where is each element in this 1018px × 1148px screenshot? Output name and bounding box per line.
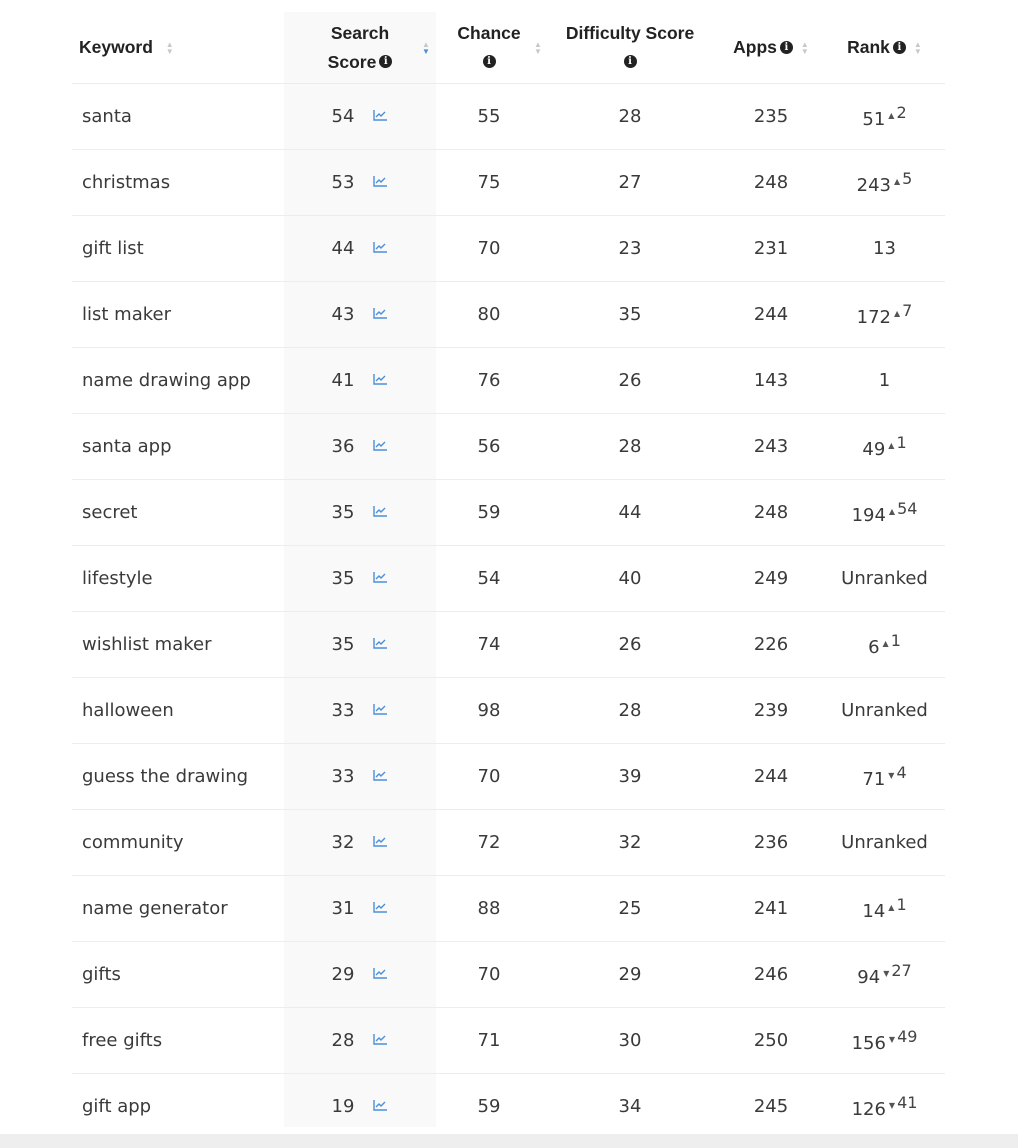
search-score-cell: 19 [284, 1096, 436, 1117]
rank-cell [824, 832, 945, 853]
rank-cell [824, 895, 945, 922]
trend-chart-icon[interactable] [372, 1033, 388, 1045]
chance-cell: 72 [477, 832, 501, 853]
keyword-cell: free gifts [82, 1030, 163, 1051]
search-score-cell: 53 [284, 172, 436, 193]
rank-value: 51 [862, 109, 886, 130]
info-icon[interactable]: i [624, 55, 637, 68]
info-icon[interactable]: i [780, 41, 793, 54]
trend-chart-icon[interactable] [372, 571, 388, 583]
rank-value: 172 [856, 307, 891, 328]
header-chance[interactable]: Chance i ▲ ▼ [457, 22, 542, 68]
difficulty-cell: 30 [618, 1030, 642, 1051]
search-score-cell: 33 [284, 700, 436, 721]
search-score-cell: 44 [284, 238, 436, 259]
chance-cell: 70 [477, 238, 501, 259]
apps-cell: 143 [753, 370, 789, 391]
caret-down-icon: ▼ [888, 1035, 896, 1044]
caret-up-icon: ▲ [888, 507, 896, 516]
sort-icon[interactable]: ▲ ▼ [800, 40, 809, 57]
rank-cell [824, 499, 945, 526]
chance-cell: 76 [477, 370, 501, 391]
difficulty-cell: 28 [618, 700, 642, 721]
table-row[interactable] [72, 546, 945, 612]
keyword-cell: santa app [82, 436, 172, 457]
keyword-cell: list maker [82, 304, 171, 325]
keyword-cell: guess the drawing [82, 766, 249, 787]
rank-change: 2 [896, 103, 907, 122]
rank-change: 54 [897, 499, 918, 518]
trend-chart-icon[interactable] [372, 109, 388, 121]
difficulty-cell: 35 [618, 304, 642, 325]
apps-cell: 249 [753, 568, 789, 589]
rank-change: 27 [891, 961, 912, 980]
rank-cell [824, 700, 945, 721]
caret-up-icon: ▲ [894, 177, 901, 186]
difficulty-cell: 26 [618, 370, 642, 391]
trend-chart-icon[interactable] [372, 769, 388, 781]
chance-cell: 71 [477, 1030, 501, 1051]
table-row[interactable] [72, 480, 945, 546]
rank-value: Unranked [841, 568, 928, 589]
search-score-cell: 36 [284, 436, 436, 457]
rank-value: 156 [851, 1033, 886, 1054]
difficulty-cell: 28 [618, 106, 642, 127]
rank-cell [824, 1093, 945, 1120]
apps-cell: 244 [753, 304, 789, 325]
table-row[interactable] [72, 612, 945, 678]
rank-change: 7 [902, 301, 913, 320]
rank-cell [824, 103, 945, 130]
sort-icon[interactable]: ▲ ▼ [534, 39, 542, 56]
keyword-table [72, 12, 945, 1140]
difficulty-cell: 32 [618, 832, 642, 853]
info-icon[interactable]: i [379, 55, 392, 68]
chance-cell: 59 [477, 1096, 501, 1117]
rank-cell [824, 301, 945, 328]
chance-cell: 75 [477, 172, 501, 193]
apps-cell: 239 [753, 700, 789, 721]
rank-cell [824, 238, 945, 259]
rank-cell [824, 370, 945, 391]
trend-chart-icon[interactable] [372, 1099, 388, 1111]
rank-cell [824, 433, 945, 460]
table-row[interactable] [72, 876, 945, 942]
chance-cell: 70 [477, 766, 501, 787]
difficulty-cell: 44 [618, 502, 642, 523]
rank-value: 71 [862, 769, 886, 790]
apps-cell: 248 [753, 502, 789, 523]
difficulty-cell: 39 [618, 766, 642, 787]
rank-value: 243 [856, 175, 891, 196]
sort-icon[interactable]: ▲ ▼ [913, 40, 922, 57]
table-row[interactable] [72, 150, 945, 216]
trend-chart-icon[interactable] [372, 439, 388, 451]
rank-cell [824, 169, 945, 196]
keyword-cell: community [82, 832, 184, 853]
difficulty-cell: 25 [618, 898, 642, 919]
rank-value: 94 [857, 967, 881, 988]
sort-icon[interactable]: ▲ ▼ [165, 40, 174, 57]
rank-cell [824, 568, 945, 589]
search-score-cell: 43 [284, 304, 436, 325]
difficulty-cell: 26 [618, 634, 642, 655]
chance-cell: 74 [477, 634, 501, 655]
keyword-cell: santa [82, 106, 132, 127]
rank-value: Unranked [841, 700, 928, 721]
trend-chart-icon[interactable] [372, 505, 388, 517]
trend-chart-icon[interactable] [372, 967, 388, 979]
rank-value: 1 [878, 370, 891, 391]
trend-chart-icon[interactable] [372, 373, 388, 385]
apps-cell: 243 [753, 436, 789, 457]
caret-up-icon: ▲ [882, 639, 889, 648]
header-search-score[interactable]: Search Score i ▲ ▼ [327, 22, 430, 72]
trend-chart-icon[interactable] [372, 307, 388, 319]
search-score-cell: 54 [284, 106, 436, 127]
caret-up-icon: ▲ [894, 309, 901, 318]
keyword-cell: gift app [82, 1096, 152, 1117]
apps-cell: 231 [753, 238, 789, 259]
rank-change: 49 [897, 1027, 918, 1046]
keyword-cell: christmas [82, 172, 171, 193]
trend-chart-icon[interactable] [372, 835, 388, 847]
trend-chart-icon[interactable] [372, 175, 388, 187]
difficulty-cell: 28 [618, 436, 642, 457]
trend-chart-icon[interactable] [372, 703, 388, 715]
chance-cell: 80 [477, 304, 501, 325]
table-row[interactable] [72, 84, 945, 150]
keyword-cell: wishlist maker [82, 634, 212, 655]
keyword-cell: gifts [82, 964, 121, 985]
table-body [72, 84, 945, 1140]
header-difficulty-score[interactable]: Difficulty Score i [565, 22, 695, 68]
rank-cell [824, 961, 945, 988]
difficulty-cell: 23 [618, 238, 642, 259]
info-icon[interactable]: i [893, 41, 906, 54]
keyword-cell: halloween [82, 700, 174, 721]
caret-up-icon: ▲ [888, 111, 895, 120]
keyword-cell: name drawing app [82, 370, 251, 391]
search-score-cell: 32 [284, 832, 436, 853]
apps-cell: 241 [753, 898, 789, 919]
difficulty-cell: 40 [618, 568, 642, 589]
chance-cell: 70 [477, 964, 501, 985]
table-row[interactable] [72, 810, 945, 876]
header-apps[interactable]: Apps i ▲ ▼ [733, 37, 809, 57]
table-row[interactable] [72, 942, 945, 1008]
sort-icon-active[interactable]: ▲ ▼ [422, 39, 430, 56]
rank-cell [824, 763, 945, 790]
rank-value: 126 [851, 1099, 886, 1120]
rank-change: 1 [890, 631, 901, 650]
keyword-cell: secret [82, 502, 138, 523]
caret-up-icon: ▲ [888, 903, 895, 912]
rank-value: Unranked [841, 832, 928, 853]
rank-cell [824, 631, 945, 658]
chance-cell: 59 [477, 502, 501, 523]
search-score-cell: 31 [284, 898, 436, 919]
rank-change: 41 [897, 1093, 918, 1112]
caret-down-icon: ▼ [883, 969, 890, 978]
chance-cell: 54 [477, 568, 501, 589]
rank-value: 6 [868, 637, 880, 658]
apps-cell: 246 [753, 964, 789, 985]
chance-cell: 56 [477, 436, 501, 457]
search-score-cell: 35 [284, 502, 436, 523]
search-score-cell: 28 [284, 1030, 436, 1051]
search-score-cell: 35 [284, 568, 436, 589]
apps-cell: 248 [753, 172, 789, 193]
search-score-cell: 41 [284, 370, 436, 391]
apps-cell: 226 [753, 634, 789, 655]
chance-cell: 98 [477, 700, 501, 721]
difficulty-cell: 29 [618, 964, 642, 985]
header-rank[interactable]: Rank i ▲ ▼ [847, 37, 922, 57]
trend-chart-icon[interactable] [372, 241, 388, 253]
rank-cell [824, 1027, 945, 1054]
apps-cell: 244 [753, 766, 789, 787]
rank-value: 14 [862, 901, 886, 922]
rank-change: 5 [902, 169, 913, 188]
table-row[interactable] [72, 678, 945, 744]
rank-value: 49 [862, 439, 886, 460]
rank-value: 13 [873, 238, 896, 259]
table-header [72, 12, 945, 84]
search-score-cell: 29 [284, 964, 436, 985]
table-row[interactable] [72, 282, 945, 348]
trend-chart-icon[interactable] [372, 637, 388, 649]
apps-cell: 245 [753, 1096, 789, 1117]
info-icon[interactable]: i [483, 55, 496, 68]
rank-value: 194 [851, 505, 886, 526]
trend-chart-icon[interactable] [372, 901, 388, 913]
apps-cell: 235 [753, 106, 789, 127]
table-row[interactable] [72, 348, 945, 414]
caret-down-icon: ▼ [888, 771, 895, 780]
keyword-cell: gift list [82, 238, 144, 259]
search-score-cell: 35 [284, 634, 436, 655]
search-score-cell: 33 [284, 766, 436, 787]
difficulty-cell: 27 [618, 172, 642, 193]
chance-cell: 88 [477, 898, 501, 919]
difficulty-cell: 34 [618, 1096, 642, 1117]
chance-cell: 55 [477, 106, 501, 127]
caret-up-icon: ▲ [888, 441, 895, 450]
table-row[interactable] [72, 1008, 945, 1074]
table-row[interactable] [72, 414, 945, 480]
table-row[interactable] [72, 1074, 945, 1140]
rank-change: 1 [896, 433, 907, 452]
apps-cell: 250 [753, 1030, 789, 1051]
rank-change: 1 [896, 895, 907, 914]
header-keyword[interactable]: Keyword ▲ ▼ [79, 37, 174, 57]
keyword-cell: lifestyle [82, 568, 153, 589]
table-row[interactable] [72, 744, 945, 810]
rank-change: 4 [896, 763, 907, 782]
table-row[interactable] [72, 216, 945, 282]
keyword-cell: name generator [82, 898, 228, 919]
apps-cell: 236 [753, 832, 789, 853]
caret-down-icon: ▼ [888, 1101, 896, 1110]
